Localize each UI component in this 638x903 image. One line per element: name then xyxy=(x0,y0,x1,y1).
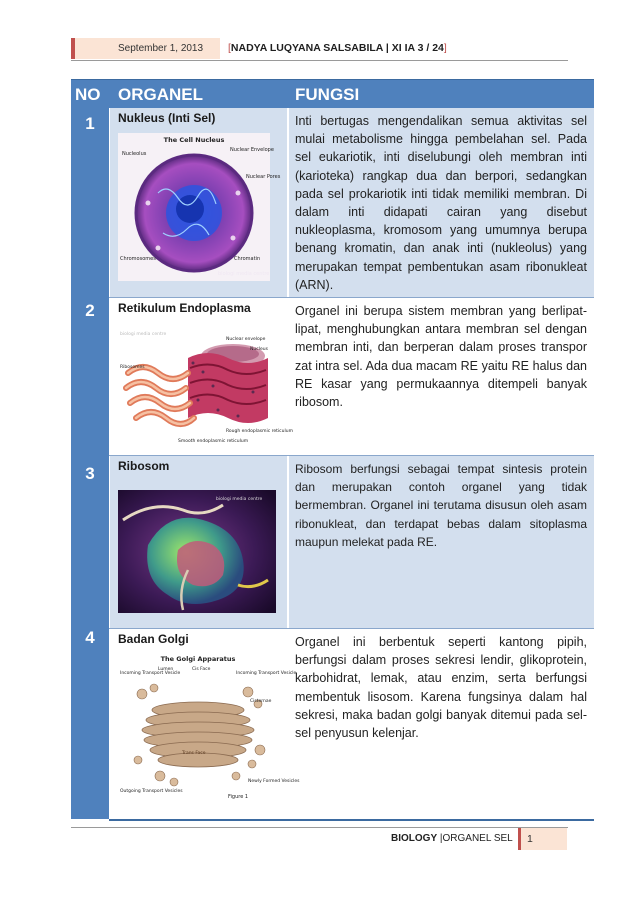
golgi-illustration xyxy=(118,652,300,812)
image-label: Nuclear Envelope xyxy=(230,147,274,153)
header-date: September 1, 2013 xyxy=(71,38,220,59)
image-label: Incoming Transport Vesicle xyxy=(236,671,297,676)
image-label: Nuclear Pores xyxy=(246,174,281,180)
fungsi-text: Organel ini berbentuk seperti kantong pipih, berfungsi dalam proses sekresi lendir, glikoprotein, karbohidrat, lemak, atau enzim, serta berfungsi membentuk lisosom. Karena fungsinya dalam hal sekresi, maka badan golgi banyak ditemui pada sel-sel penyusun kelenjar. xyxy=(295,635,587,741)
organel-cell xyxy=(109,629,300,819)
image-label: Incoming Transport Vesicle xyxy=(120,671,181,676)
image-label: Nucleolus xyxy=(122,151,147,157)
table-row xyxy=(109,629,594,819)
image-label: Chromosomes xyxy=(120,256,156,262)
header-bracket-close: ] xyxy=(443,42,447,54)
image-watermark: biologi media centre xyxy=(216,497,263,502)
fungsi-cell xyxy=(289,298,594,455)
endoplasmic-reticulum-illustration xyxy=(118,328,293,446)
table-row xyxy=(109,108,594,297)
image-label: Lumen xyxy=(158,667,174,672)
image-label: Ribosomes xyxy=(120,365,145,370)
row-number: 1 xyxy=(85,114,95,133)
organel-name: Nukleus (Inti Sel) xyxy=(118,111,216,125)
image-title: The Golgi Apparatus xyxy=(160,655,236,663)
fungsi-text: Inti bertugas mengendalikan semua aktivitas sel mulai metabolisme hingga pembelahan sel. Pada sel eukariotik, inti diselubungi oleh membran inti (karioteka) rangkap dua dan berpori, sedangkan pada sel prokariotik inti tidak memiliki membran. Di dalam inti didapati cairan yang disebut nukleoplasma, kromosom yang umumnya berupa benang kromatin, dan anak inti (nukleolus) yang merupakan tempat pembentukan asam ribonukleat (ARN). xyxy=(295,114,587,292)
image-label: Cisternae xyxy=(250,699,272,704)
fungsi-cell xyxy=(289,456,594,628)
image-label: Nuclear envelope xyxy=(226,337,266,342)
fungsi-text: Organel ini berupa sistem membran yang berlipat-lipat, menghubungkan antara membran sel dengan membran inti, dan berperan dalam proses transpor zat intra sel. Ada dua macam RE yaitu RE halus dan RE kasar yang permukaannya ditempeli banyak ribosom. xyxy=(295,304,587,410)
table-row xyxy=(109,298,594,455)
header-rule xyxy=(71,60,568,61)
header-title xyxy=(228,38,447,59)
organel-table xyxy=(71,79,594,819)
header-author: NADYA LUQYANA SALSABILA | XI IA 3 / 24 xyxy=(230,42,444,54)
footer-separator: | xyxy=(439,833,443,844)
organel-cell xyxy=(109,298,293,455)
organel-cell xyxy=(109,108,287,297)
footer-topic: ORGANEL SEL xyxy=(442,833,513,844)
image-watermark: biologi media centre xyxy=(120,332,167,337)
image-label: Rough endoplasmic reticulum xyxy=(226,429,293,434)
image-label: Newly Formed Vesicles xyxy=(248,779,300,784)
organel-name: Ribosom xyxy=(118,459,170,473)
fungsi-cell xyxy=(289,108,594,297)
header-no: NO xyxy=(75,85,101,104)
footer-text xyxy=(391,833,513,844)
image-label: Chromatin xyxy=(234,256,261,262)
image-label: Trans Face xyxy=(182,751,206,756)
image-title: The Cell Nucleus xyxy=(163,136,225,144)
header-bracket-open: [ xyxy=(228,42,231,54)
organel-name: Badan Golgi xyxy=(118,632,189,646)
row-number: 4 xyxy=(85,628,95,647)
header-fungsi: FUNGSI xyxy=(295,85,360,104)
row-number: 3 xyxy=(85,464,95,483)
page-header xyxy=(71,38,568,64)
fungsi-text: Ribosom berfungsi sebagai tempat sintesis protein dan merupakan contoh organel yang tidak bermembran. Organel ini terutama disusun oleh asam ribonukleat, dan terdapat bebas dalam sitoplasma maupun melekat pada RE. xyxy=(295,462,587,549)
table-row xyxy=(109,456,594,628)
footer-rule xyxy=(71,827,568,828)
image-label: Cis Face xyxy=(192,667,211,672)
number-column xyxy=(71,108,109,819)
page-number: 1 xyxy=(518,828,567,850)
nucleus-illustration xyxy=(118,133,281,281)
table-bottom-rule xyxy=(109,819,594,821)
row-number: 2 xyxy=(85,301,95,320)
image-label: Nucleus xyxy=(250,347,268,352)
image-label: Figure 1 xyxy=(228,794,249,800)
image-label: Outgoing Transport Vesicles xyxy=(120,789,183,794)
fungsi-cell xyxy=(289,629,594,819)
organel-name: Retikulum Endoplasma xyxy=(118,301,251,315)
ribosome-illustration xyxy=(118,490,276,613)
footer-subject: BIOLOGY xyxy=(391,833,438,844)
image-label: Smooth endoplasmic reticulum xyxy=(178,439,249,444)
image-watermark: biologi media centre xyxy=(218,271,270,277)
organel-cell xyxy=(109,456,287,628)
header-organel: ORGANEL xyxy=(118,85,203,104)
table-header-row xyxy=(71,79,594,108)
